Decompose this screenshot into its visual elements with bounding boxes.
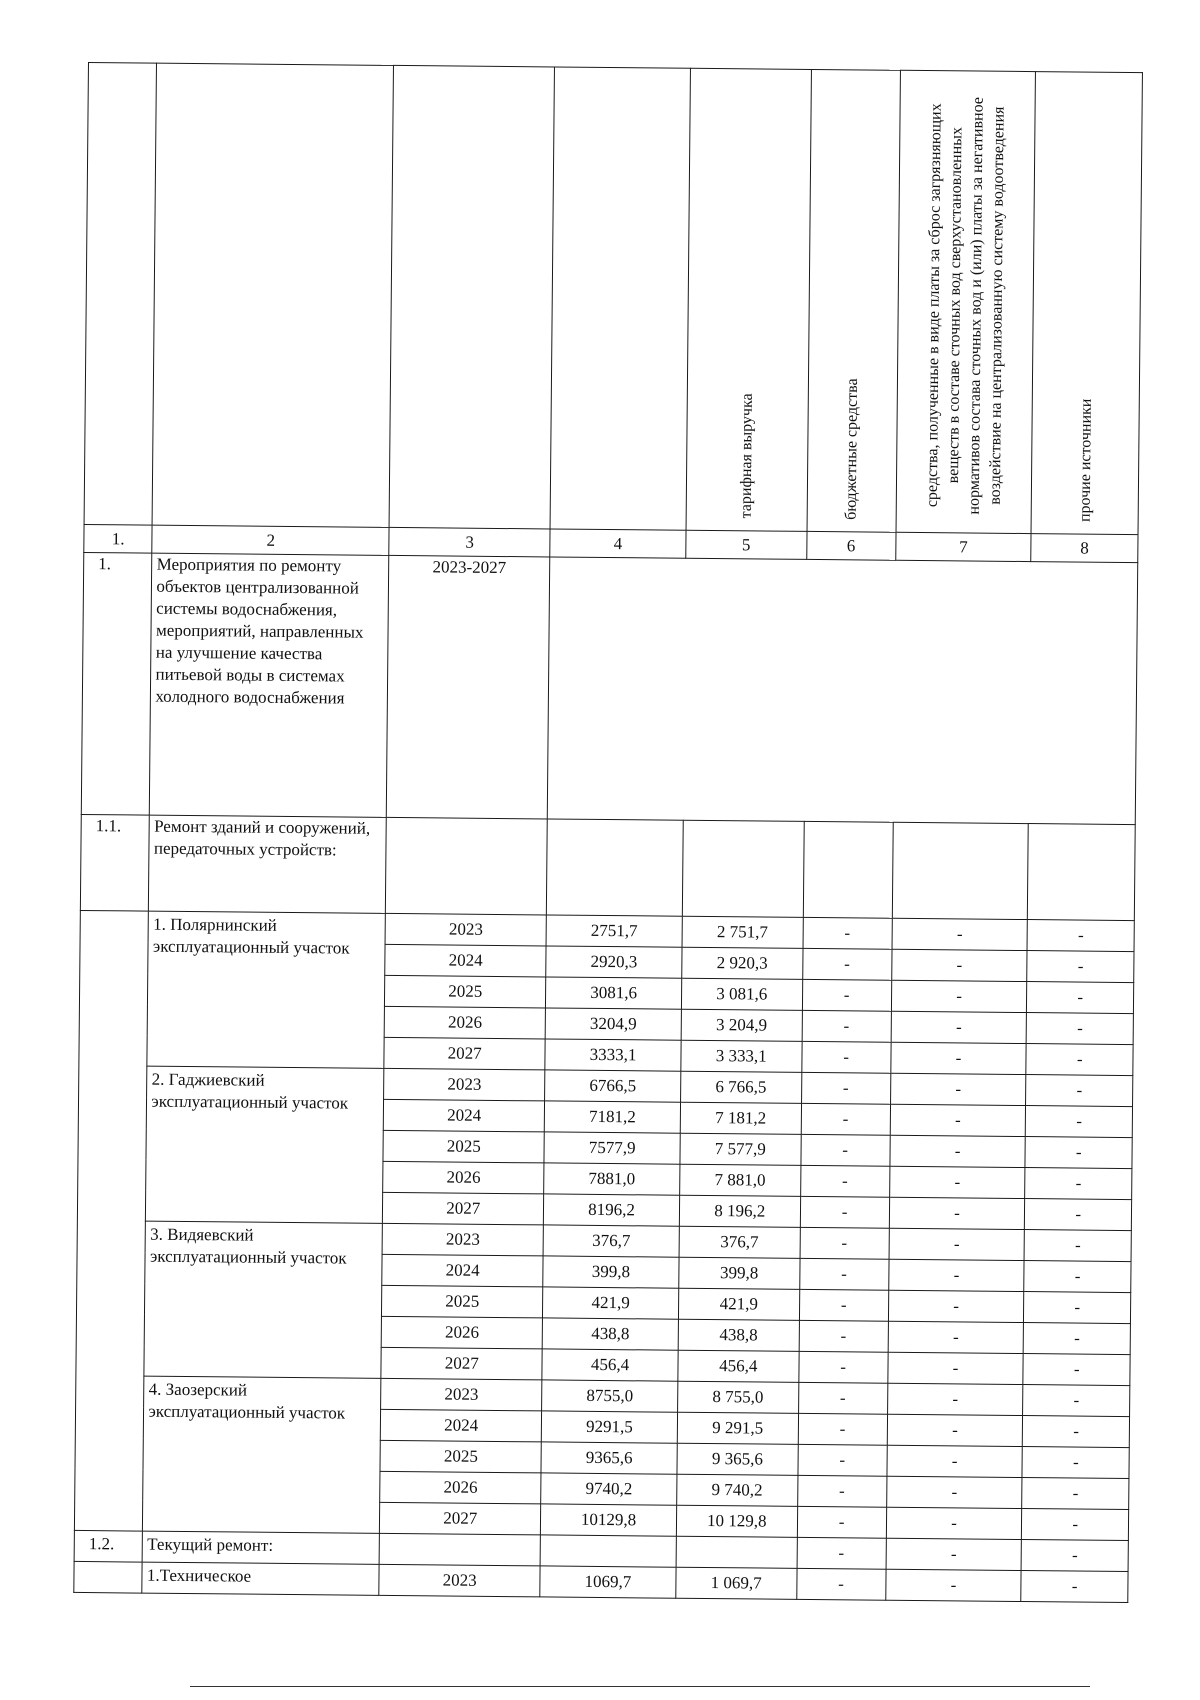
fees-cell: - [888, 1259, 1024, 1291]
empty-cell [379, 1533, 540, 1566]
year-cell: 2025 [382, 1285, 543, 1318]
header-cell-7 [896, 70, 1036, 533]
fees-cell: - [891, 949, 1027, 981]
participant-name: 4. Заозерский эксплуатационный участок [143, 1376, 381, 1533]
empty-cell [540, 1535, 676, 1567]
other-cell: - [1021, 1571, 1128, 1603]
year-cell: 2027 [380, 1502, 541, 1535]
empty-cell [386, 817, 548, 915]
total-cell: 8755,0 [542, 1380, 678, 1412]
fees-cell: - [887, 1414, 1023, 1446]
fees-cell: - [886, 1538, 1022, 1570]
section-number: 1.2. [74, 1530, 143, 1562]
fees-cell: - [889, 1166, 1025, 1198]
total-cell: 7181,2 [544, 1101, 680, 1133]
header-cell-5 [686, 68, 811, 531]
other-cell: - [1025, 1199, 1132, 1231]
tariff-cell: 7 181,2 [680, 1102, 801, 1134]
year-cell: 2023 [379, 1564, 540, 1597]
col-number: 6 [806, 531, 895, 560]
budget-cell: - [798, 1444, 887, 1476]
fees-cell: - [886, 1507, 1022, 1539]
fees-cell: - [887, 1445, 1023, 1477]
budget-cell: - [801, 1072, 890, 1104]
section-number: 1.1. [80, 814, 149, 911]
tariff-cell: 6 766,5 [680, 1071, 801, 1103]
fees-cell: - [888, 1290, 1024, 1322]
tariff-cell: 9 740,2 [677, 1474, 798, 1506]
tariff-cell: 438,8 [678, 1319, 799, 1351]
other-cell: - [1027, 920, 1134, 952]
other-cell: - [1022, 1540, 1129, 1572]
total-cell: 1069,7 [540, 1566, 676, 1598]
other-cell: - [1023, 1416, 1130, 1448]
col-number: 3 [389, 527, 550, 557]
total-cell: 8196,2 [543, 1194, 679, 1226]
tariff-cell: 2 920,3 [682, 947, 803, 979]
tariff-cell: 8 196,2 [679, 1195, 800, 1227]
total-cell: 9740,2 [541, 1473, 677, 1505]
other-cell: - [1027, 951, 1134, 983]
fees-cell: - [888, 1321, 1024, 1353]
fees-cell: - [890, 1042, 1026, 1074]
year-cell: 2024 [384, 1099, 545, 1132]
col-number: 7 [895, 532, 1031, 561]
section-name: Ремонт зданий и сооружений, передаточных устройств: [149, 815, 387, 913]
budget-cell: - [798, 1351, 887, 1383]
header-cell-3 [389, 65, 554, 529]
total-cell: 438,8 [542, 1318, 678, 1350]
section-number: 1. [81, 552, 152, 815]
total-cell: 2751,7 [546, 915, 682, 947]
fees-cell: - [887, 1383, 1023, 1415]
budget-cell: - [802, 1010, 891, 1042]
total-cell: 421,9 [543, 1287, 679, 1319]
fees-cell: - [890, 1104, 1026, 1136]
tariff-cell: 456,4 [678, 1350, 799, 1382]
tariff-cell: 421,9 [678, 1288, 799, 1320]
year-cell: 2026 [383, 1161, 544, 1194]
total-cell: 7881,0 [544, 1163, 680, 1195]
year-cell: 2024 [382, 1254, 543, 1287]
tariff-cell: 9 291,5 [677, 1412, 798, 1444]
tariff-cell: 376,7 [679, 1226, 800, 1258]
budget-cell: - [799, 1320, 888, 1352]
year-cell: 2027 [383, 1192, 544, 1225]
budget-cell: - [797, 1537, 886, 1569]
total-cell: 456,4 [542, 1349, 678, 1381]
total-cell: 9291,5 [541, 1411, 677, 1443]
header-cell-8 [1031, 72, 1142, 535]
budget-cell: - [802, 948, 891, 980]
other-cell: - [1023, 1385, 1130, 1417]
budget-cell: - [801, 1134, 890, 1166]
other-cell: - [1024, 1261, 1131, 1293]
year-cell: 2025 [380, 1440, 541, 1473]
section-name: Текущий ремонт: [143, 1531, 380, 1564]
investment-table [73, 62, 1143, 1603]
other-cell: - [1026, 1044, 1133, 1076]
section-1-1-row [80, 814, 1135, 920]
header-cell-2 [153, 63, 394, 527]
fees-cell: - [890, 1135, 1026, 1167]
section-name: Мероприятия по ремонту объектов централизованной системы водоснабжения, мероприятий, направленных на улучшение качества питьевой воды в системах холодного водоснабжения [150, 553, 389, 817]
year-cell: 2025 [383, 1130, 544, 1163]
section-period: 2023-2027 [387, 555, 550, 819]
col-number: 8 [1031, 534, 1138, 563]
header-other-sources: прочие источники [1076, 398, 1095, 522]
tariff-cell: 10 129,8 [676, 1505, 797, 1537]
total-cell: 6766,5 [545, 1070, 681, 1102]
empty-cell [803, 821, 893, 918]
year-cell: 2025 [385, 975, 546, 1008]
empty-cell [74, 1561, 143, 1593]
tariff-cell: 2 751,7 [682, 916, 803, 948]
other-cell: - [1027, 1013, 1134, 1045]
participant-name: 1. Полярнинский эксплуатационный участок [147, 911, 385, 1068]
year-cell: 2023 [384, 1068, 545, 1101]
tariff-cell: 399,8 [679, 1257, 800, 1289]
other-cell: - [1026, 1106, 1133, 1138]
header-tariff-revenue: тарифная выручка [737, 393, 757, 519]
section-empty-cell [547, 557, 1137, 825]
other-cell: - [1025, 1168, 1132, 1200]
col-number: 5 [686, 530, 807, 559]
empty-number-cell [74, 910, 148, 1531]
year-cell: 2027 [381, 1347, 542, 1380]
other-cell: - [1024, 1292, 1131, 1324]
other-cell: - [1022, 1509, 1129, 1541]
header-cell-4 [550, 67, 690, 530]
budget-cell: - [801, 1103, 890, 1135]
year-cell: 2024 [385, 944, 546, 977]
col-number: 1. [84, 524, 153, 553]
year-cell: 2026 [382, 1316, 543, 1349]
year-cell: 2023 [382, 1223, 543, 1256]
year-cell: 2023 [381, 1378, 542, 1411]
fees-cell: - [885, 1569, 1021, 1601]
other-cell: - [1022, 1478, 1129, 1510]
fees-cell: - [891, 980, 1027, 1012]
tariff-cell: 9 365,6 [677, 1443, 798, 1475]
section-1-row [81, 552, 1137, 824]
budget-cell: - [796, 1568, 885, 1600]
budget-cell: - [802, 979, 891, 1011]
fees-cell: - [891, 1011, 1027, 1043]
col-number: 2 [152, 525, 389, 555]
budget-cell: - [803, 917, 892, 949]
budget-cell: - [800, 1196, 889, 1228]
tariff-cell: 7 577,9 [680, 1133, 801, 1165]
other-cell: - [1025, 1230, 1132, 1262]
total-cell: 376,7 [543, 1225, 679, 1257]
total-cell: 10129,8 [541, 1504, 677, 1536]
budget-cell: - [799, 1289, 888, 1321]
empty-cell [892, 822, 1029, 919]
total-cell: 7577,9 [544, 1132, 680, 1164]
year-cell: 2026 [384, 1006, 545, 1039]
fees-cell: - [890, 1073, 1026, 1105]
budget-cell: - [800, 1227, 889, 1259]
other-cell: - [1025, 1137, 1132, 1169]
tariff-cell: 8 755,0 [678, 1381, 799, 1413]
empty-cell [1028, 824, 1135, 921]
budget-cell: - [797, 1475, 886, 1507]
empty-cell [676, 1536, 797, 1568]
other-cell: - [1026, 1075, 1133, 1107]
total-cell: 9365,6 [541, 1442, 677, 1474]
header-discharge-fees: средства, полученные в виде платы за сброс загрязняющих веществ в составе сточных вод сверхустановленных нормативов состава сточных вод и (или) платы за негативное воздействие на централизованную систему водоотведения [923, 96, 1008, 515]
budget-cell: - [797, 1506, 886, 1538]
other-cell: - [1022, 1447, 1129, 1479]
tariff-cell: 7 881,0 [680, 1164, 801, 1196]
budget-cell: - [801, 1041, 890, 1073]
total-cell: 399,8 [543, 1256, 679, 1288]
tariff-cell: 3 081,6 [681, 978, 802, 1010]
fees-cell: - [888, 1352, 1024, 1384]
total-cell: 2920,3 [546, 946, 682, 978]
budget-cell: - [798, 1413, 887, 1445]
col-number: 4 [550, 529, 686, 558]
budget-cell: - [798, 1382, 887, 1414]
tariff-cell: 3 333,1 [681, 1040, 802, 1072]
fees-cell: - [886, 1476, 1022, 1508]
tariff-cell: 3 204,9 [681, 1009, 802, 1041]
total-cell: 3333,1 [545, 1039, 681, 1071]
year-cell: 2023 [385, 913, 546, 946]
year-cell: 2027 [384, 1037, 545, 1070]
header-budget-funds: бюджетные средства [842, 377, 862, 520]
participant-name: 3. Видяевский эксплуатационный участок [144, 1221, 382, 1378]
budget-cell: - [800, 1165, 889, 1197]
other-cell: - [1024, 1323, 1131, 1355]
page-bottom-rule [190, 1686, 1090, 1687]
header-row [84, 63, 1142, 535]
year-cell: 2024 [381, 1409, 542, 1442]
year-cell: 2026 [380, 1471, 541, 1504]
tariff-cell: 1 069,7 [676, 1567, 797, 1599]
total-cell: 3204,9 [545, 1008, 681, 1040]
empty-cell [682, 820, 804, 917]
header-cell-1 [84, 63, 157, 526]
empty-cell [546, 819, 683, 916]
budget-cell: - [799, 1258, 888, 1290]
header-cell-6 [807, 69, 901, 532]
participant-name: 2. Гаджиевский эксплуатационный участок [146, 1066, 384, 1223]
other-cell: - [1027, 982, 1134, 1014]
fees-cell: - [889, 1197, 1025, 1229]
other-cell: - [1023, 1354, 1130, 1386]
total-cell: 3081,6 [546, 977, 682, 1009]
item-name: 1.Техническое [142, 1562, 379, 1595]
fees-cell: - [892, 918, 1028, 950]
fees-cell: - [889, 1228, 1025, 1260]
